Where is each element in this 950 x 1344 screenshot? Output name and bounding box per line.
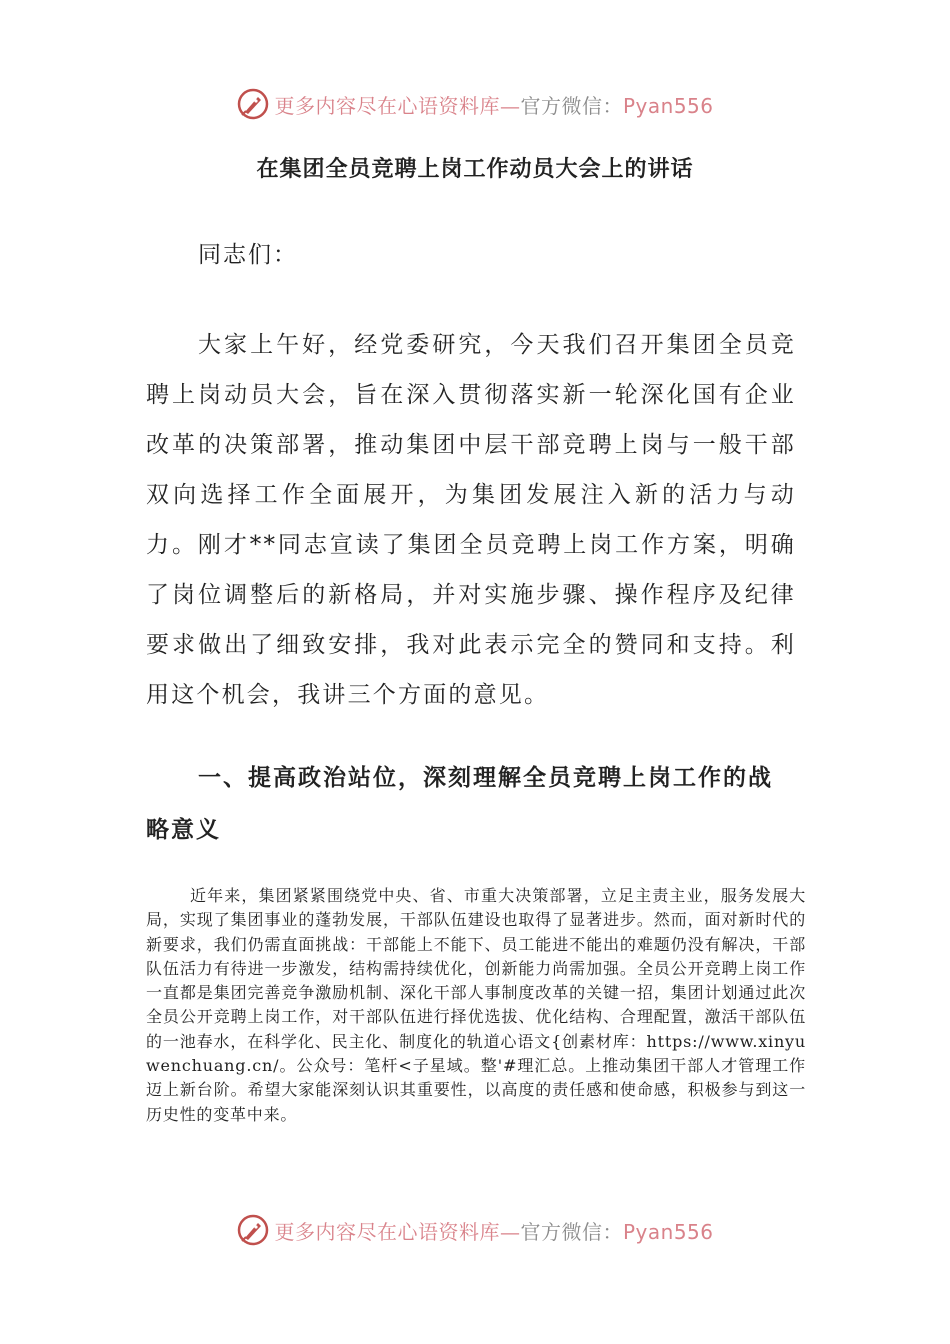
- document-title: 在集团全员竞聘上岗工作动员大会上的讲话: [256, 157, 694, 182]
- banner-text: [274, 1216, 713, 1245]
- pen-nib-logo-icon: [236, 87, 270, 121]
- paragraph-intro: 大家上午好，经党委研究，今天我们召开集团全员竞聘上岗动员大会，旨在深入贯彻落实新一轮深化国有企业改革的决策部署，推动集团中层干部竞聘上岗与一般干部双向选择工作全面展开，为集团发展注入新的活力与动力。刚才**同志宣读了集团全员竞聘上岗工作方案，明确了岗位调整后的新格局，并对实施步骤、操作程序及纪律要求做出了细致安排，我对此表示完全的赞同和支持。利用这个机会，我讲三个方面的意见。: [146, 332, 796, 708]
- greeting: 同志们：: [198, 242, 298, 268]
- banner-wechat-id: Pyan556: [622, 93, 714, 118]
- banner-wechat-label: 官方微信：: [520, 93, 623, 118]
- banner-library-text: 更多内容尽在心语资料库—: [274, 93, 521, 118]
- pen-nib-logo-icon: [236, 1213, 270, 1247]
- banner-text: [274, 90, 713, 119]
- header-banner: [0, 84, 950, 124]
- banner-library-text: 更多内容尽在心语资料库—: [274, 1219, 521, 1244]
- section-heading-1: 一、提高政治站位，深刻理解全员竞聘上岗工作的战略意义: [146, 765, 773, 843]
- banner-wechat-id: Pyan556: [622, 1219, 714, 1244]
- footer-banner: [0, 1210, 950, 1250]
- banner-wechat-label: 官方微信：: [520, 1219, 623, 1244]
- paragraph-section-1: 近年来，集团紧紧围绕党中央、省、市重大决策部署，立足主责主业，服务发展大局，实现了集团事业的蓬勃发展，干部队伍建设也取得了显著进步。然而，面对新时代的新要求，我们仍需直面挑战：干部能上不能下、员工能进不能出的难题仍没有解决，干部队伍活力有待进一步激发，结构需持续优化，创新能力尚需加强。全员公开竞聘上岗工作一直都是集团完善竞争激励机制、深化干部人事制度改革的关键一招，集团计划通过此次全员公开竞聘上岗工作，对干部队伍进行择优选拔、优化结构、合理配置，激活干部队伍的一池春水，在科学化、民主化、制度化的轨道心语文{创素材库：https://www.xinyuwenchuang.cn/。公众号：笔杆<子星域。整'#理汇总。上推动集团干部人才管理工作迈上新台阶。希望大家能深刻认识其重要性，以高度的责任感和使命感，积极参与到这一历史性的变革中来。: [146, 886, 806, 1124]
